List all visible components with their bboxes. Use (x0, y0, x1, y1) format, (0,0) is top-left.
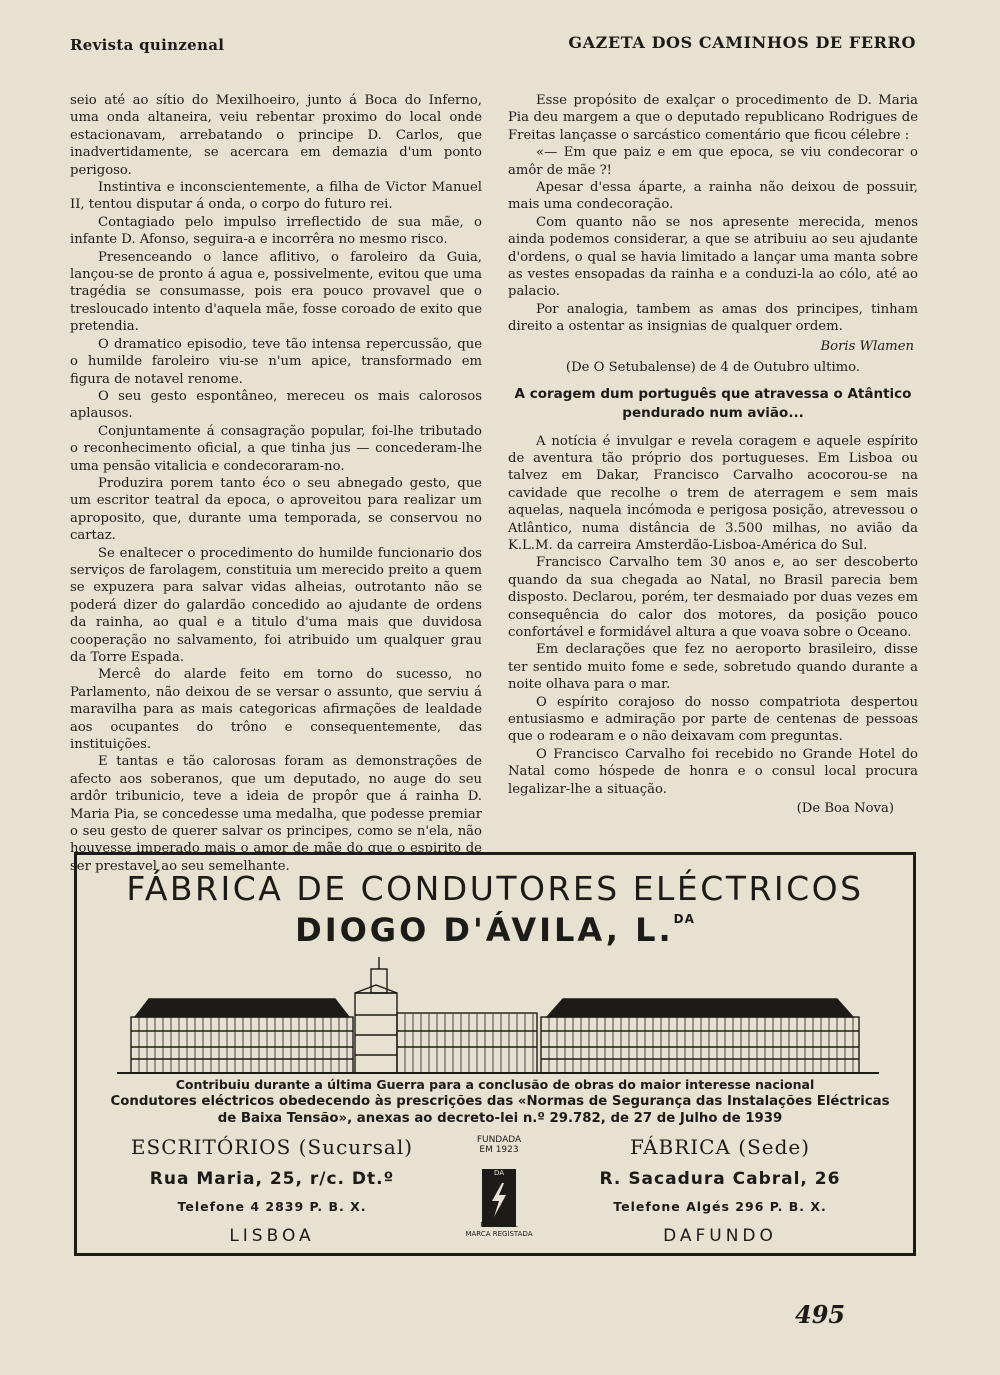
paragraph: seio até ao sítio do Mexilhoeiro, junto á Boca do Inferno, uma onda altaneira, veiu rebentar proximo do local onde estacionavam, arrebatando o principe D. Carlos, que inadvertidamente, se acercara em demazia d'um ponto perigoso. (70, 93, 482, 178)
office-block (107, 1135, 437, 1246)
paragraph: O dramatico episodio, teve tão intensa repercussão, que o humilde faroleiro viu-se n'um apice, transformado em figura de notavel renome. (70, 336, 482, 387)
factory-address: R. Sacadura Cabral, 26 (599, 1169, 841, 1189)
right-column (508, 92, 918, 817)
paragraph: Presenceando o lance aflitivo, o faroleiro da Guia, lançou-se de pronto á agua e, possivelmente, evitou que uma tragédia se consumasse, pois era pouco provavel que o tresloucado intento d'aquela mãe, fosse coroado de exito que pretendia. (70, 249, 482, 335)
founded-line: FUNDADA (476, 1135, 522, 1145)
ad-company-name (77, 911, 913, 949)
headline-line: pendurado num avião... (622, 404, 804, 421)
paragraph: Apesar d'essa áparte, a rainha não deixou de possuir, mais uma condecoração. (508, 180, 918, 213)
paragraph: O Francisco Carvalho foi recebido no Grande Hotel do Natal como hóspede de honra e o consul local procura legalizar-lhe a situação. (508, 746, 918, 797)
source-citation: (De Boa Nova) (796, 801, 894, 817)
office-address: Rua Maria, 25, r/c. Dt.º (149, 1169, 395, 1189)
author-signature: Boris Wlamen (820, 338, 914, 354)
logo-da: DA (493, 1169, 505, 1177)
company-suffix: DA (673, 912, 695, 926)
lightning-logo-icon (482, 1169, 516, 1227)
paragraph: Conjuntamente á consagração popular, foi-lhe tributado o reconhecimento oficial, a que tinha jus — concederam-lhe uma pensão vitalicia e condecoraram-no. (70, 423, 482, 474)
paragraph: Esse propósito de exalçar o procedimento de D. Maria Pia deu margem a que o deputado republicano Rodrigues de Freitas lançasse o sarcástico comentário que ficou célebre : (508, 93, 918, 143)
paragraph: O seu gesto espontâneo, mereceu os mais calorosos aplausos. (70, 388, 482, 422)
paragraph: A notícia é invulgar e revela coragem e aquele espírito de aventura tão próprio dos portugueses. Em Lisboa ou talvez em Dakar, Francisco Carvalho acocorou-se na cavidade que recolhe o trem de aterragem e sem mais aquelas, naquela incómoda e perigosa posição, atrevessou o Atlântico, numa distância de 3.500 milhas, no avião da K.L.M. da carreira Amsterdão-Lisboa-América do Sul. (508, 433, 918, 553)
logo-trademark: MARCA REGISTADA (465, 1230, 533, 1238)
lightning-bolt-icon (482, 1169, 516, 1227)
paragraph: O espírito corajoso do nosso compatriota despertou entusiasmo e admiração por parte de centenas de pessoas que o rodearam e o não deixavam com preguntas. (508, 694, 918, 745)
paragraph: Mercê do alarde feito em torno do sucesso, no Parlamento, não deixou de se versar o assunto, que serviu á maravilha para as mais categoricas afirmações de lealdade aos ocupantes do trôno e consequentemente, das instituições. (70, 667, 482, 753)
paragraph: Instintiva e inconscientemente, a filha de Victor Manuel II, tentou disputar á onda, o corpo do futuro rei. (70, 180, 482, 213)
advertisement-box (74, 852, 916, 1256)
paragraph: Se enaltecer o procedimento do humilde funcionario dos serviços de farolagem, constituia um merecido preito a quem se expuzera para salvar vidas alheias, outrotanto não se poderá dizer do galardão concedido ao ajudante de ordens da rainha, ao qual e a titulo d'uma mais que duvidosa cooperação no salvamento, foi atribuido um qualquer grau da Torre Espada. (70, 545, 482, 665)
paragraph: Produzira porem tanto éco o seu abnegado gesto, que um escritor teatral da epoca, o aproveitou para realizar um aproposito, que, durante uma temporada, se conservou no cartaz. (70, 475, 482, 544)
running-header-right: GAZETA DOS CAMINHOS DE FERRO (568, 33, 916, 52)
office-phone: Telefone 4 2839 P. B. X. (177, 1199, 367, 1214)
ad-title: FÁBRICA DE CONDUTORES ELÉCTRICOS (126, 869, 864, 908)
page-number: 495 (795, 1300, 846, 1329)
ad-slogan: Contribuiu durante a última Guerra para a conclusão de obras do maior interesse nacional (175, 1077, 815, 1092)
office-heading: ESCRITÓRIOS (Sucursal) (130, 1135, 414, 1159)
logo-country: PORTUGAL (480, 1221, 518, 1229)
factory-city: DAFUNDO (663, 1226, 777, 1246)
paragraph: Francisco Carvalho tem 30 anos e, ao ser descoberto quando da sua chegada ao Natal, no Brasil parecia bem disposto. Declarou, porém, ter desmaiado por duas vezes em consequência do calor dos motores, da posição pouco confortável e formidável altura a que voava sobre o Oceano. (508, 555, 918, 640)
founded-line: EM 1923 (479, 1145, 519, 1155)
factory-phone: Telefone Algés 296 P. B. X. (613, 1199, 827, 1214)
left-column (70, 92, 482, 875)
paragraph: E tantas e tão calorosas foram as demonstrações de afecto aos soberanos, que um deputado, no auge do seu ardôr tribunicio, teve a ideia de propôr que á rainha D. Maria Pia, se concedesse uma medalha, que podesse premiar o seu gesto de querer salvar os principes, como se n'ela, não houvesse imperado mais o amor de mãe do que o espirito de ser prestavel ao seu semelhante. (70, 754, 482, 874)
article-headline (508, 385, 918, 423)
paragraph: Contagiado pelo impulso irreflectido de sua mãe, o infante D. Afonso, seguira-a e incorrêra no mesmo risco. (70, 214, 482, 248)
company-logo (463, 1135, 535, 1245)
paragraph: «— Em que paiz e em que epoca, se viu condecorar o amôr de mãe ?! (508, 145, 918, 178)
paragraph: Em declarações que fez no aeroporto brasileiro, disse ter sentido muito fome e sede, sobretudo quando durante a noite olhava para o mar. (508, 642, 918, 693)
source-citation: (De O Setubalense) de 4 de Outubro ultimo. (565, 360, 861, 376)
paragraph: Por analogia, tambem as amas dos principes, tinham direito a ostentar as insignias de qualquer ordem. (508, 301, 918, 335)
ad-standards-text: Condutores eléctricos obedecendo às prescrições das «Normas de Segurança das Instalações Eléctricas de Baixa Tensão», anexas ao decreto-lei n.º 29.782, de 27 de Julho de 1939 (110, 1094, 890, 1126)
factory-heading: FÁBRICA (Sede) (629, 1135, 811, 1159)
factory-building-illustration (117, 955, 879, 1085)
office-city: LISBOA (229, 1226, 315, 1246)
factory-block (547, 1135, 893, 1246)
running-header-left: Revista quinzenal (70, 36, 225, 54)
company-name: DIOGO D'ÁVILA, L. (295, 911, 674, 949)
paragraph: Com quanto não se nos apresente merecida, menos ainda podemos considerar, a que se atribuiu ao seu ajudante d'ordens, o qual se havia limitado a lançar uma manta sobre as vestes ensopadas da rainha e a conduzi-la ao cólo, até ao palacio. (508, 214, 918, 300)
headline-line: A coragem dum português que atravessa o Atântico (514, 385, 912, 402)
